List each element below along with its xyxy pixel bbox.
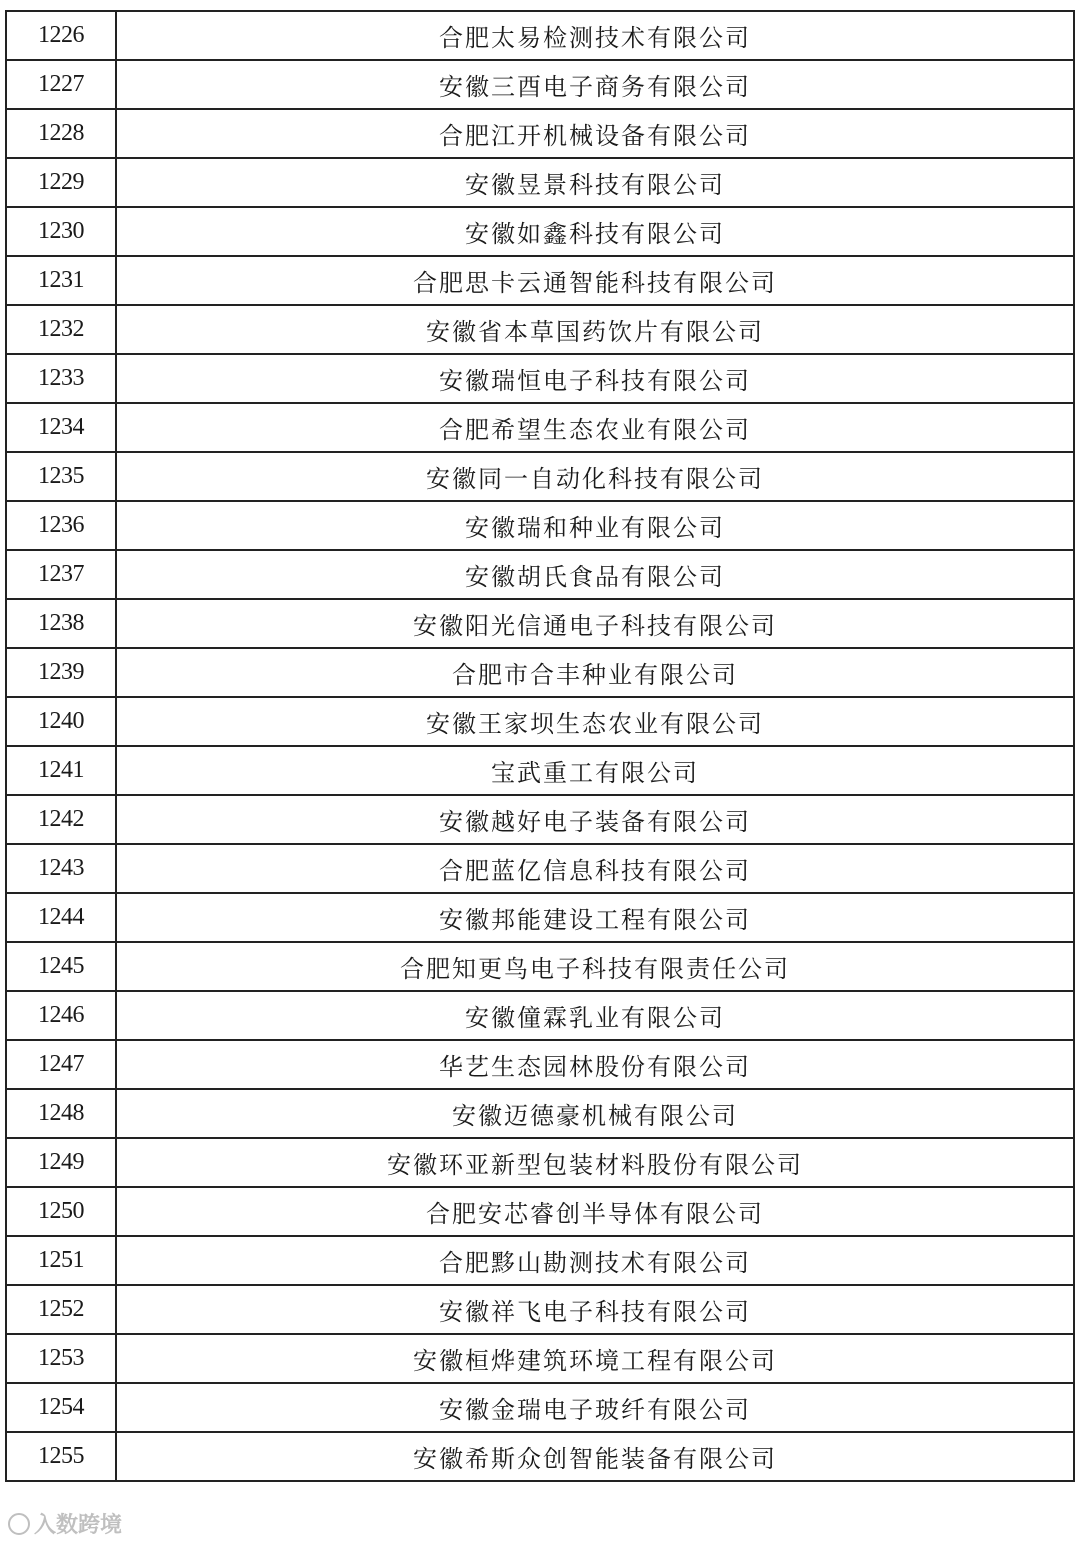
company-name: 合肥希望生态农业有限公司 xyxy=(116,403,1074,452)
row-number: 1229 xyxy=(6,158,116,207)
company-name: 安徽胡氏食品有限公司 xyxy=(116,550,1074,599)
table-row xyxy=(6,1432,1074,1481)
company-name: 合肥市合丰种业有限公司 xyxy=(116,648,1074,697)
row-number: 1236 xyxy=(6,501,116,550)
row-number: 1254 xyxy=(6,1383,116,1432)
table-row xyxy=(6,844,1074,893)
table-row xyxy=(6,207,1074,256)
brand-logo-icon xyxy=(8,1513,30,1535)
company-name: 安徽金瑞电子玻纤有限公司 xyxy=(116,1383,1074,1432)
company-name: 安徽僮霖乳业有限公司 xyxy=(116,991,1074,1040)
table-row xyxy=(6,11,1074,60)
table-row xyxy=(6,501,1074,550)
table-row xyxy=(6,452,1074,501)
company-name: 安徽三酉电子商务有限公司 xyxy=(116,60,1074,109)
company-name: 安徽桓烨建筑环境工程有限公司 xyxy=(116,1334,1074,1383)
row-number: 1248 xyxy=(6,1089,116,1138)
table-row xyxy=(6,158,1074,207)
row-number: 1255 xyxy=(6,1432,116,1481)
company-name: 安徽瑞和种业有限公司 xyxy=(116,501,1074,550)
company-name: 安徽祥飞电子科技有限公司 xyxy=(116,1285,1074,1334)
table-row xyxy=(6,893,1074,942)
table-row xyxy=(6,746,1074,795)
row-number: 1239 xyxy=(6,648,116,697)
row-number: 1230 xyxy=(6,207,116,256)
row-number: 1231 xyxy=(6,256,116,305)
company-name: 合肥安芯睿创半导体有限公司 xyxy=(116,1187,1074,1236)
row-number: 1233 xyxy=(6,354,116,403)
table-row xyxy=(6,599,1074,648)
company-name: 安徽希斯众创智能装备有限公司 xyxy=(116,1432,1074,1481)
company-name: 安徽越好电子装备有限公司 xyxy=(116,795,1074,844)
watermark xyxy=(8,1508,122,1539)
table-row xyxy=(6,109,1074,158)
watermark-text: 入数跨境 xyxy=(34,1513,123,1538)
company-name: 安徽阳光信通电子科技有限公司 xyxy=(116,599,1074,648)
company-name: 合肥知更鸟电子科技有限责任公司 xyxy=(116,942,1074,991)
table-row xyxy=(6,305,1074,354)
company-name: 安徽昱景科技有限公司 xyxy=(116,158,1074,207)
row-number: 1232 xyxy=(6,305,116,354)
table-row xyxy=(6,1040,1074,1089)
row-number: 1240 xyxy=(6,697,116,746)
company-name: 安徽如鑫科技有限公司 xyxy=(116,207,1074,256)
company-name: 安徽省本草国药饮片有限公司 xyxy=(116,305,1074,354)
row-number: 1237 xyxy=(6,550,116,599)
company-name: 安徽王家坝生态农业有限公司 xyxy=(116,697,1074,746)
table-row xyxy=(6,991,1074,1040)
row-number: 1252 xyxy=(6,1285,116,1334)
company-name: 合肥思卡云通智能科技有限公司 xyxy=(116,256,1074,305)
table-row xyxy=(6,403,1074,452)
table-row xyxy=(6,1187,1074,1236)
row-number: 1244 xyxy=(6,893,116,942)
table-row xyxy=(6,1383,1074,1432)
row-number: 1253 xyxy=(6,1334,116,1383)
row-number: 1251 xyxy=(6,1236,116,1285)
company-name: 安徽瑞恒电子科技有限公司 xyxy=(116,354,1074,403)
table-row xyxy=(6,550,1074,599)
table-row xyxy=(6,1089,1074,1138)
table-row xyxy=(6,648,1074,697)
table-row xyxy=(6,1334,1074,1383)
table-row xyxy=(6,1138,1074,1187)
company-name: 华艺生态园林股份有限公司 xyxy=(116,1040,1074,1089)
row-number: 1241 xyxy=(6,746,116,795)
row-number: 1238 xyxy=(6,599,116,648)
company-name: 安徽同一自动化科技有限公司 xyxy=(116,452,1074,501)
row-number: 1250 xyxy=(6,1187,116,1236)
company-name: 合肥江开机械设备有限公司 xyxy=(116,109,1074,158)
table-body xyxy=(6,11,1074,1481)
company-name: 合肥太易检测技术有限公司 xyxy=(116,11,1074,60)
table-row xyxy=(6,1236,1074,1285)
table-row xyxy=(6,1285,1074,1334)
company-name: 宝武重工有限公司 xyxy=(116,746,1074,795)
row-number: 1245 xyxy=(6,942,116,991)
company-name: 安徽迈德豪机械有限公司 xyxy=(116,1089,1074,1138)
row-number: 1227 xyxy=(6,60,116,109)
company-list-table xyxy=(5,10,1075,1482)
row-number: 1243 xyxy=(6,844,116,893)
company-name: 安徽环亚新型包装材料股份有限公司 xyxy=(116,1138,1074,1187)
row-number: 1247 xyxy=(6,1040,116,1089)
row-number: 1228 xyxy=(6,109,116,158)
table-row xyxy=(6,354,1074,403)
row-number: 1234 xyxy=(6,403,116,452)
company-name: 安徽邦能建设工程有限公司 xyxy=(116,893,1074,942)
row-number: 1246 xyxy=(6,991,116,1040)
company-name: 合肥蓝亿信息科技有限公司 xyxy=(116,844,1074,893)
row-number: 1249 xyxy=(6,1138,116,1187)
company-name: 合肥黟山勘测技术有限公司 xyxy=(116,1236,1074,1285)
table-row xyxy=(6,60,1074,109)
table-row xyxy=(6,795,1074,844)
row-number: 1242 xyxy=(6,795,116,844)
table-row xyxy=(6,942,1074,991)
row-number: 1235 xyxy=(6,452,116,501)
row-number: 1226 xyxy=(6,11,116,60)
table-row xyxy=(6,697,1074,746)
table-row xyxy=(6,256,1074,305)
